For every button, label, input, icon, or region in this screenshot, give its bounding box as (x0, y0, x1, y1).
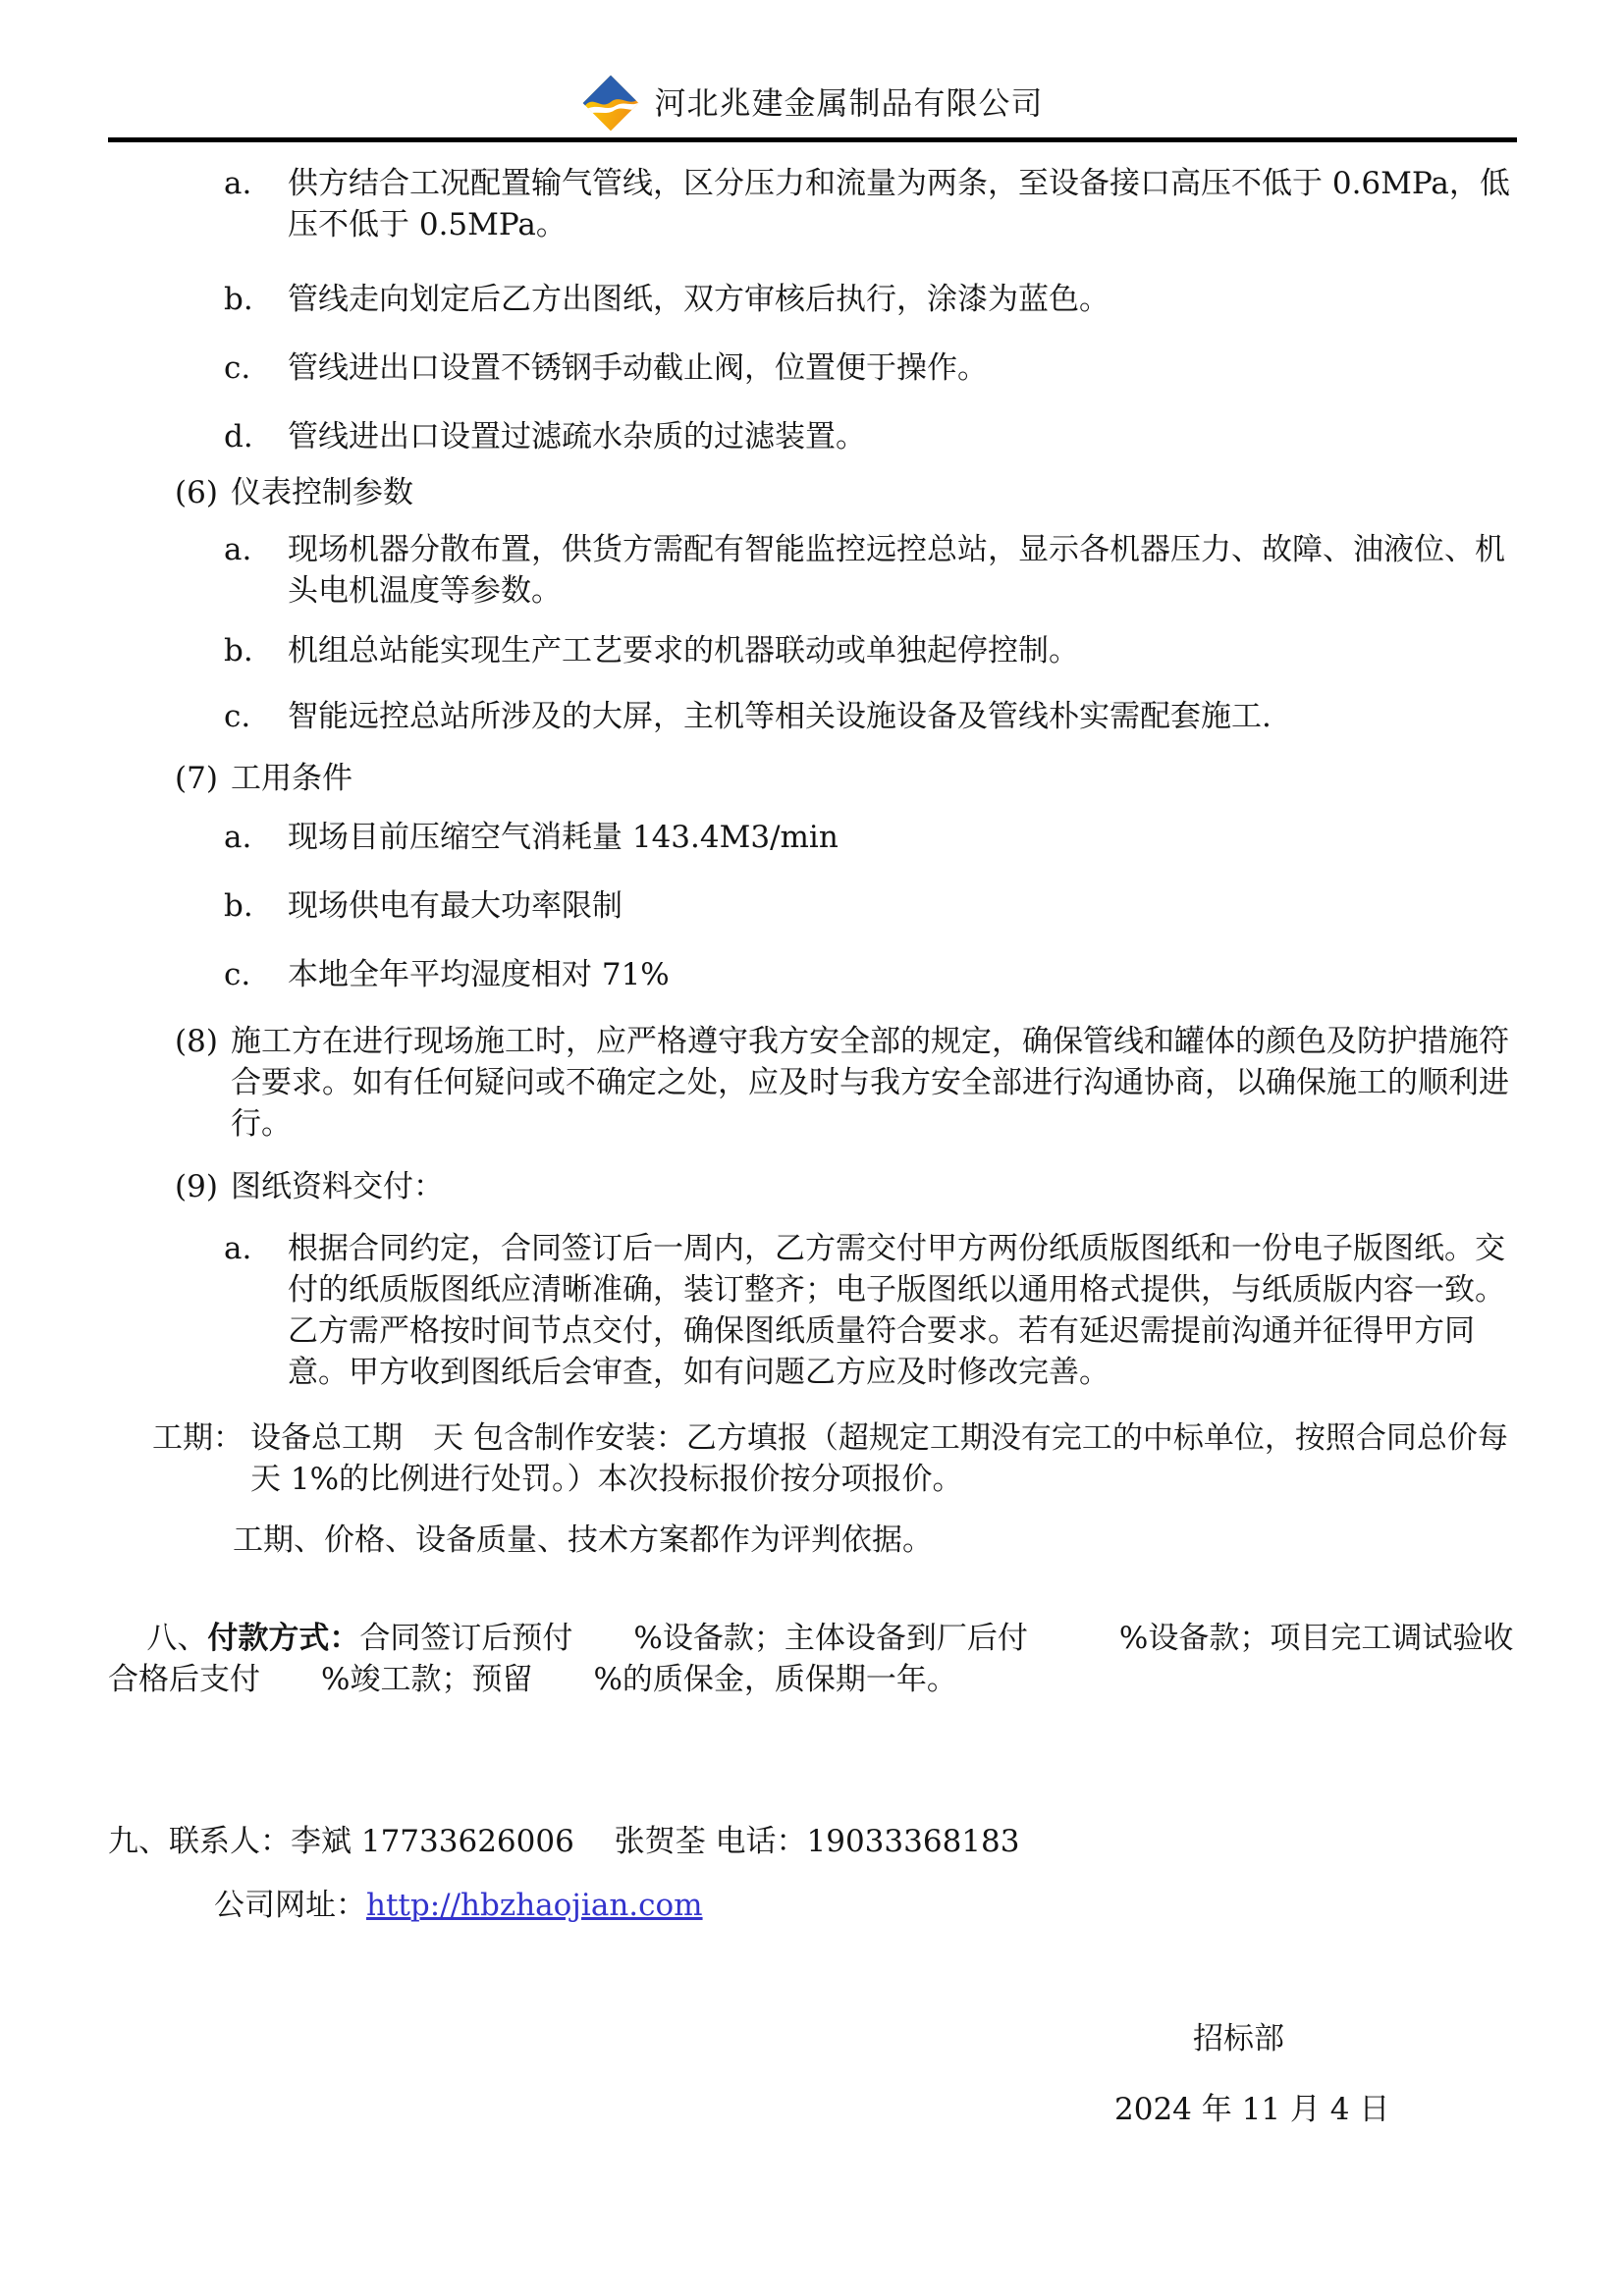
list-item-marker: c. (224, 350, 251, 386)
list-item-text: 供方结合工况配置输气管线，区分压力和流量为两条，至设备接口高压不低于 0.6MPa，低压不低于 0.5MPa。 (288, 166, 1510, 242)
company-logo-icon (581, 75, 640, 132)
list-item-marker: d. (224, 419, 253, 454)
list-item-text: 机组总站能实现生产工艺要求的机器联动或单独起停控制。 (288, 633, 1079, 668)
section-8-paragraph (108, 1021, 1517, 1145)
section-title: 仪表控制参数 (231, 475, 413, 510)
payment-paragraph (108, 1576, 1517, 1741)
list-item-marker: a. (224, 166, 252, 201)
section-title: 图纸资料交付： (231, 1169, 444, 1204)
signature-date: 2024 年 11 月 4 日 (1114, 2092, 1390, 2127)
list-item (108, 163, 1517, 245)
list-item-marker: a. (224, 820, 252, 855)
header (108, 0, 1517, 142)
company-name: 河北兆建金属制品有限公司 (654, 84, 1044, 122)
section-text: 施工方在进行现场施工时，应严格遵守我方安全部的规定，确保管线和罐体的颜色及防护措施符合要求。如有任何疑问或不确定之处，应及时与我方安全部进行沟通协商，以确保施工的顺利进行。 (231, 1024, 1509, 1142)
contact-text: 李斌 17733626006 张贺荃 电话：19033368183 (291, 1824, 1020, 1859)
list-item-marker: b. (224, 633, 253, 668)
list-item-text: 现场供电有最大功率限制 (288, 888, 623, 924)
list-item (108, 279, 1517, 320)
list-item-text: 智能远控总站所涉及的大屏，主机等相关设施设备及管线朴实需配套施工. (288, 699, 1272, 734)
list-item-text: 本地全年平均湿度相对 71% (288, 957, 670, 992)
list-item-text: 根据合同约定，合同签订后一周内，乙方需交付甲方两份纸质版图纸和一份电子版图纸。交付的纸质版图纸应清晰准确，装订整齐；电子版图纸以通用格式提供，与纸质版内容一致。乙方需严格按时间节点交付，确保图纸质量符合要求。若有延迟需提前沟通并征得甲方同意。甲方收到图纸后会审查，如有问题乙方应及时修改完善。 (288, 1231, 1505, 1390)
duration-text: 设备总工期 天 包含制作安装：乙方填报（超规定工期没有完工的中标单位，按照合同总价每天 1%的比例进行处罚。）本次投标报价按分项报价。 (250, 1420, 1508, 1497)
list-item-marker: c. (224, 957, 251, 992)
contact-line (108, 1821, 1517, 1862)
list-item (108, 817, 1517, 858)
duration-label: 工期： (152, 1420, 244, 1456)
list-item-text: 现场目前压缩空气消耗量 143.4M3/min (288, 820, 839, 855)
contact-label: 联系人： (169, 1824, 291, 1859)
list-item-marker: b. (224, 888, 253, 924)
list-item-text: 管线进出口设置不锈钢手动截止阀，位置便于操作。 (288, 350, 988, 386)
section-title: 工用条件 (231, 761, 352, 796)
list-item-marker: a. (224, 532, 252, 567)
list-item (108, 1228, 1517, 1393)
section-number: (9) (175, 1169, 218, 1204)
list-item (108, 347, 1517, 389)
list-item-text: 管线进出口设置过滤疏水杂质的过滤装置。 (288, 419, 866, 454)
list-item-text: 现场机器分散布置，供货方需配有智能监控远控总站，显示各机器压力、故障、油液位、机头电机温度等参数。 (288, 532, 1505, 609)
payment-text: 合同签订后预付 %设备款；主体设备到厂后付 %设备款；项目完工调试验收合格后支付 %竣工款；预留 %的质保金，质保期一年。 (108, 1621, 1514, 1697)
list-item-marker: a. (224, 1231, 252, 1266)
contact-prefix: 九、 (108, 1824, 169, 1859)
section-7-heading (108, 758, 1517, 799)
list-item-text: 管线走向划定后乙方出图纸，双方审核后执行，涂漆为蓝色。 (288, 282, 1110, 317)
payment-prefix: 八、 (146, 1621, 208, 1656)
list-item (108, 954, 1517, 995)
duration-paragraph (152, 1417, 1517, 1500)
list-item (108, 696, 1517, 737)
section-number: (6) (175, 475, 218, 510)
section-number: (7) (175, 761, 218, 796)
list-item (108, 529, 1517, 612)
list-item-marker: c. (224, 699, 251, 734)
section-6-heading (108, 472, 1517, 513)
payment-label: 付款方式： (207, 1621, 360, 1656)
section-9-heading (108, 1166, 1517, 1207)
section-number: (8) (175, 1024, 218, 1059)
list-item (108, 416, 1517, 457)
signature-department: 招标部 (1193, 2021, 1284, 2056)
website-line (214, 1885, 1517, 1926)
website-label: 公司网址： (214, 1888, 366, 1923)
evaluation-criteria: 工期、价格、设备质量、技术方案都作为评判依据。 (233, 1522, 933, 1558)
list-item (108, 885, 1517, 927)
website-link[interactable]: http://hbzhaojian.com (366, 1888, 703, 1923)
list-item (108, 630, 1517, 671)
list-item-marker: b. (224, 282, 253, 317)
